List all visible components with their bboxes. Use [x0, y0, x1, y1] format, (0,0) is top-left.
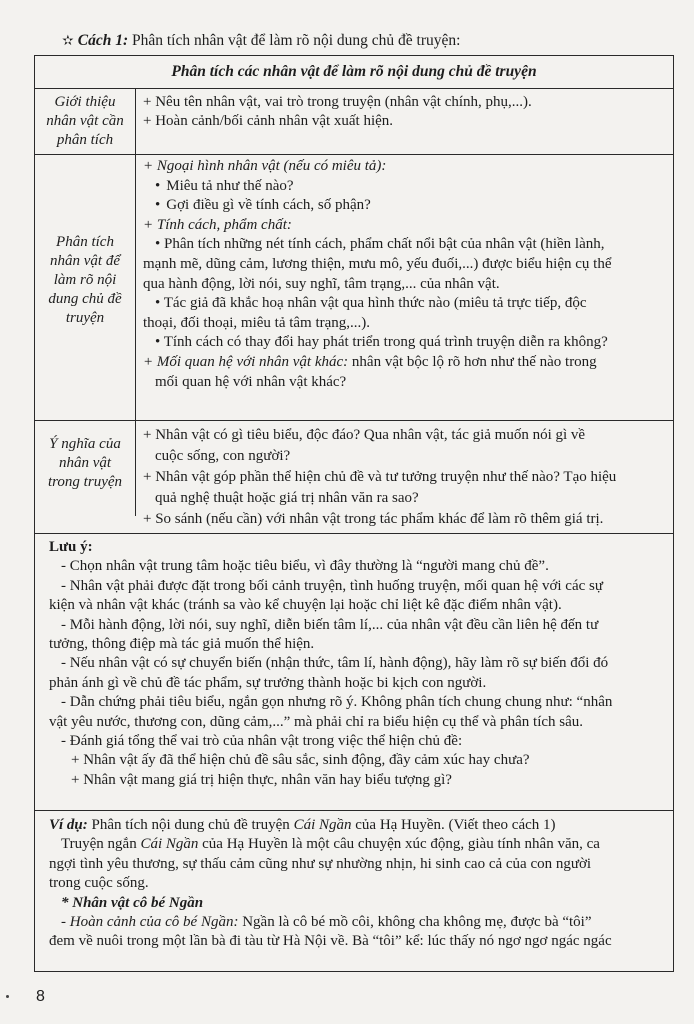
heading-text: Phân tích nhân vật để làm rõ nội dung chủ đề truyện: [128, 32, 461, 49]
row-content: + Ngoại hình nhân vật (nếu có miêu tả): • Miêu tả như thế nào? • Gợi điều gì về tính cách, số phận? + Tính cách, phẩm chất: • Phân tích những nét tính cách, phẩm chất nổi bật của nhân vật (hiền lành, mạnh mẽ, dũng cảm, lương thiện, mưu mô, yếu đuối,...) được biểu hiện cụ thể qua hành động, lời nói, suy nghĩ, tâm trạng,... của nhân vật. • Tác giả đã khắc hoạ nhân vật qua hình thức nào (miêu tả trực tiếp, độc thoại, đối thoại, miêu tả tâm trạng,...). • Tính cách có thay đổi hay phát triển trong quá trình truyện diễn ra không? + Mối quan hệ với nhân vật khác: nhân vật bộc lộ rõ hơn như thế nào trong mối quan hệ với nhân vật khác? [143, 157, 669, 392]
row-content: + Nêu tên nhân vật, vai trò trong truyện (nhân vật chính, phụ,...). + Hoàn cảnh/bối cảnh nhân vật xuất hiện. [143, 94, 532, 130]
notes-box [35, 534, 673, 811]
page-number: 8 [36, 988, 45, 1005]
method-label: Cách 1: [77, 32, 129, 49]
notes-title: Lưu ý: [49, 539, 93, 555]
star-icon: ✫ [62, 34, 74, 49]
table-title: Phân tích các nhân vật để làm rõ nội dung chủ đề truyện [171, 63, 537, 80]
margin-dot [6, 995, 9, 998]
row-content: + Nhân vật có gì tiêu biểu, độc đáo? Qua nhân vật, tác giả muốn nói gì về cuộc sống, con người? + Nhân vật góp phần thể hiện chủ đề và tư tưởng truyện như thế nào? Tạo hiệu quả nghệ thuật hoặc giá trị nhân văn ra sao? + So sánh (nếu cần) với nhân vật trong tác phẩm khác để làm rõ thêm giá trị. [143, 427, 617, 527]
content-frame [34, 55, 674, 972]
notes: Lưu ý: - Chọn nhân vật trung tâm hoặc tiêu biểu, vì đây thường là “người mang chủ đề”. - Nhân vật phải được đặt trong bối cảnh truyện, tình huống truyện, mối quan hệ với các sự kiện và nhân vật khác (tránh sa vào kể chuyện lại hoặc chỉ liệt kê đặc điểm nhân vật). - Mỗi hành động, lời nói, suy nghĩ, diễn biến tâm lí,... của nhân vật đều cần liên hệ đến tư tưởng, thông điệp mà tác giả muốn thể hiện. - Nếu nhân vật có sự chuyển biến (nhận thức, tâm lí, hành động), hãy làm rõ sự biến đổi đó phản ánh gì về chủ đề tác phẩm, sự trưởng thành hoặc bi kịch con người. - Dẫn chứng phải tiêu biểu, ngắn gọn nhưng rõ ý. Không phân tích chung chung như: “nhân vật yêu nước, thương con, dũng cảm,...” mà phải chỉ ra biểu hiện cụ thể và phân tích sâu. - Đánh giá tổng thể vai trò của nhân vật trong việc thể hiện chủ đề: + Nhân vật ấy đã thể hiện chủ đề sâu sắc, sinh động, đầy cảm xúc hay chưa? + Nhân vật mang giá trị hiện thực, nhân văn hay biểu tượng gì? [49, 538, 665, 790]
table-row [35, 421, 673, 534]
table-row [35, 155, 673, 421]
table-row [35, 89, 673, 155]
table-header-row [35, 56, 673, 89]
row-label: Phân tích nhân vật để làm rõ nội dung chủ đề truyện [48, 234, 122, 326]
section-heading [62, 31, 460, 52]
example-subheading: * Nhân vật cô bé Ngần [61, 894, 204, 911]
example-section: Ví dụ: Phân tích nội dung chủ đề truyện Cái Ngần của Hạ Huyền. (Viết theo cách 1) Truyện ngắn Cái Ngần của Hạ Huyền là một câu chuyện xúc động, giàu tính nhân văn, ca ngợi tình yêu thương, sự thấu cảm cũng như sự nhường nhịn, hi sinh cao cả của con người trong cuộc sống. * Nhân vật cô bé Ngần - Hoàn cảnh của cô bé Ngần: Ngần là cô bé mồ côi, không cha không mẹ, được bà “tôi” đem về nuôi trong một lần bà đi tàu từ Hà Nội về. Bà “tôi” kể: lúc thấy nó ngơ ngơ ngác ngác [49, 816, 665, 952]
row-label: Ý nghĩa của nhân vật trong truyện [47, 436, 123, 490]
row-label: Giới thiệu nhân vật cần phân tích [46, 94, 124, 148]
